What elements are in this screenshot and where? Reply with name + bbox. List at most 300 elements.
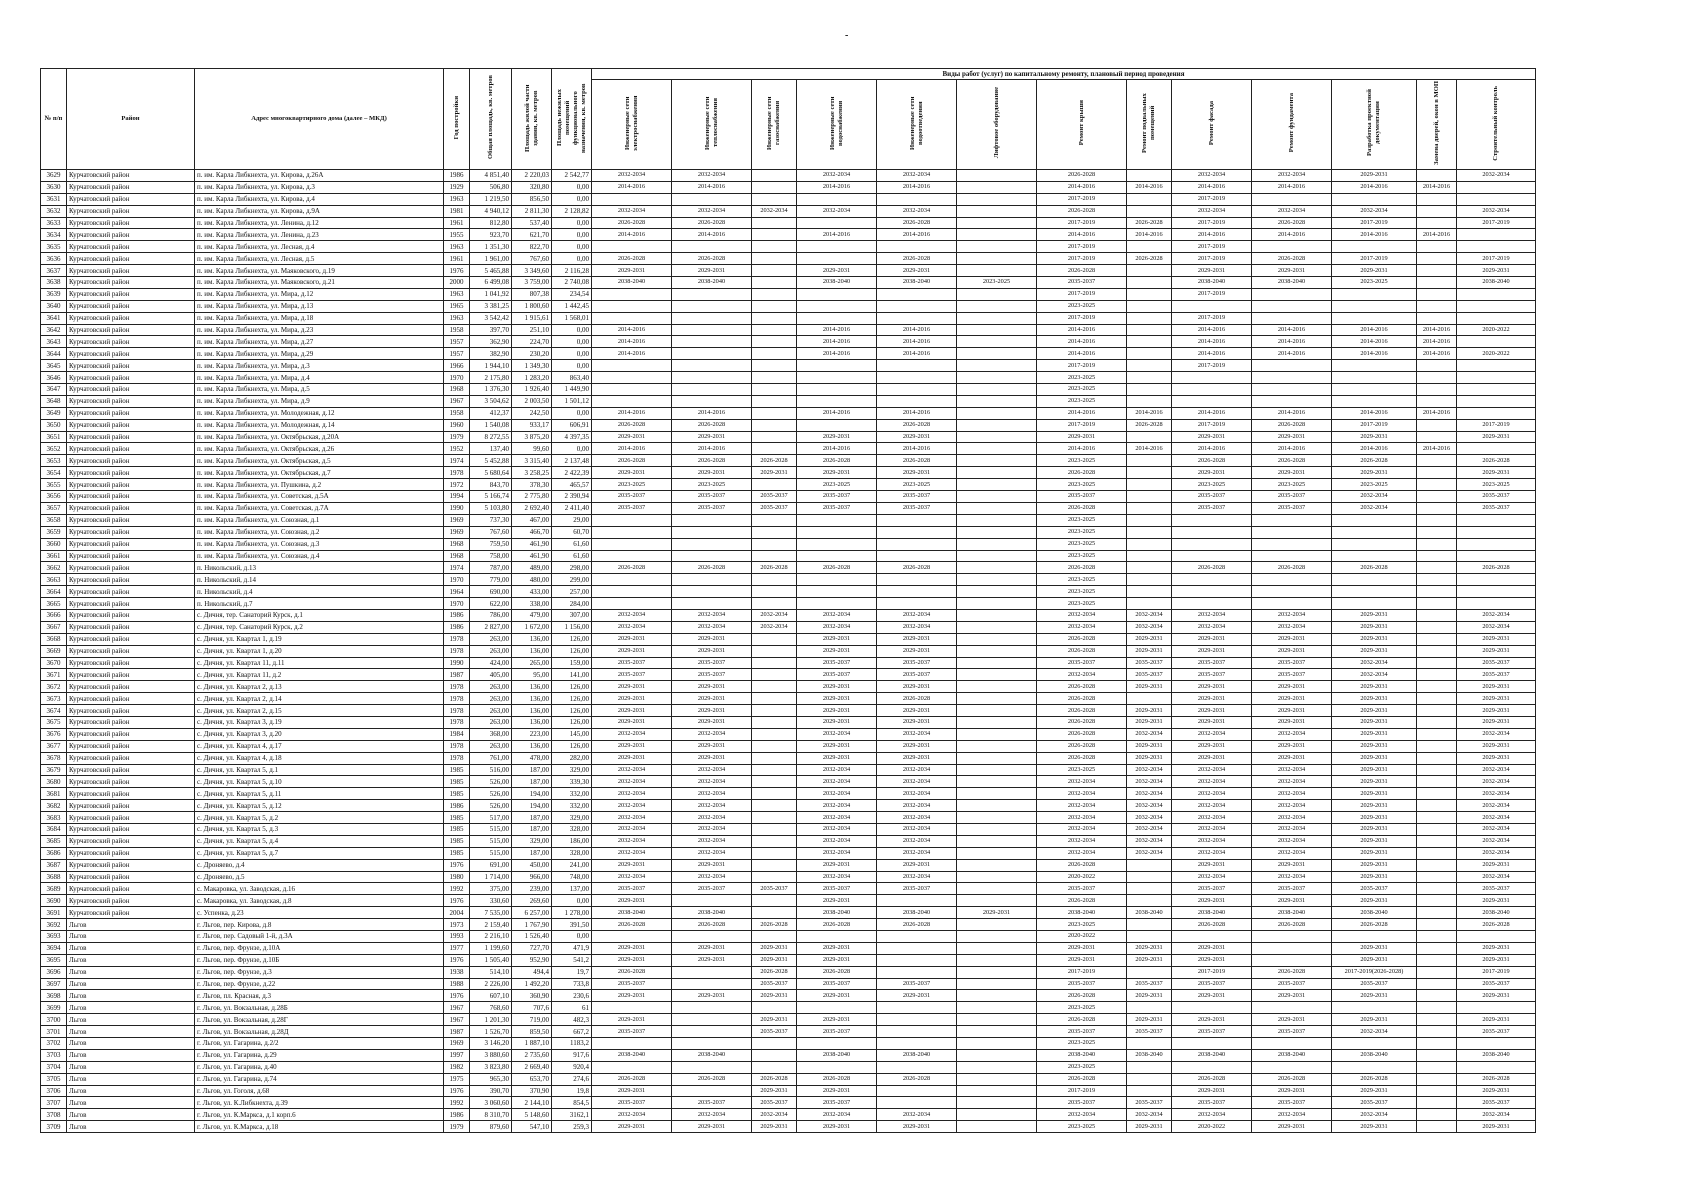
cell-work-period: 2038-2040	[1127, 1049, 1172, 1061]
cell-year: 1969	[444, 1038, 470, 1050]
cell-living-area: 1 672,00	[512, 621, 552, 633]
cell-living-area: 239,00	[512, 883, 552, 895]
cell-work-period: 2017-2019	[1172, 419, 1252, 431]
cell-work-period	[1127, 312, 1172, 324]
cell-work-period: 2032-2034	[672, 871, 752, 883]
cell-work-period	[957, 324, 1037, 336]
cell-work-period: 2029-2031	[1252, 895, 1332, 907]
cell-work-period	[957, 312, 1037, 324]
cell-living-area: 6 257,00	[512, 907, 552, 919]
cell-work-period: 2026-2028	[1332, 1073, 1417, 1085]
cell-work-period: 2029-2031	[1332, 633, 1417, 645]
cell-work-period: 2017-2019	[1332, 217, 1417, 229]
cell-work-period: 2032-2034	[1172, 609, 1252, 621]
cell-work-period: 2035-2037	[797, 502, 877, 514]
table-row	[41, 954, 1536, 966]
cell-work-period	[1417, 1014, 1457, 1026]
cell-living-area: 187,00	[512, 823, 552, 835]
cell-work-period	[752, 586, 797, 598]
cell-total-area: 2 216,10	[470, 931, 512, 943]
cell-living-area: 378,30	[512, 479, 552, 491]
cell-address: п. им. Карла Либкнехта, ул. Октябрьская, д.26	[195, 443, 444, 455]
cell-work-period: 2035-2037	[1252, 669, 1332, 681]
cell-work-period: 2032-2034	[592, 776, 672, 788]
cell-work-period	[752, 229, 797, 241]
cell-work-period	[877, 288, 957, 300]
cell-work-period: 2026-2028	[1172, 562, 1252, 574]
cell-work-period: 2035-2037	[1172, 883, 1252, 895]
cell-living-area: 461,90	[512, 538, 552, 550]
cell-total-area: 2 159,40	[470, 919, 512, 931]
cell-work-period: 2032-2034	[1037, 823, 1127, 835]
cell-num: 3701	[41, 1026, 67, 1038]
cell-work-period: 2032-2034	[797, 621, 877, 633]
cell-total-area: 1 961,00	[470, 253, 512, 265]
table-row	[41, 621, 1536, 633]
cell-num: 3679	[41, 764, 67, 776]
cell-work-period	[1417, 514, 1457, 526]
table-row	[41, 455, 1536, 467]
cell-address: с. Дичня, тер. Санаторий Курск, д.2	[195, 621, 444, 633]
cell-nonres-area: 0,00	[552, 324, 592, 336]
cell-work-period: 2029-2031	[1332, 764, 1417, 776]
cell-work-period: 2032-2034	[592, 823, 672, 835]
cell-total-area: 8 310,70	[470, 1109, 512, 1121]
cell-work-period: 2014-2016	[592, 324, 672, 336]
cell-total-area: 758,00	[470, 550, 512, 562]
cell-nonres-area: 332,00	[552, 800, 592, 812]
cell-work-period	[1417, 823, 1457, 835]
col-work-header-text: Разработка проектной документации	[1366, 89, 1381, 157]
cell-work-period	[957, 621, 1037, 633]
cell-nonres-area: 19,8	[552, 1085, 592, 1097]
cell-work-period: 2026-2028	[877, 1073, 957, 1085]
cell-total-area: 2 226,00	[470, 978, 512, 990]
cell-year: 1976	[444, 990, 470, 1002]
cell-work-period: 2026-2028	[1037, 645, 1127, 657]
cell-address: п. им. Карла Либкнехта, ул. Союзная, д.4	[195, 550, 444, 562]
cell-total-area: 691,00	[470, 859, 512, 871]
cell-work-period: 2032-2034	[797, 609, 877, 621]
cell-work-period: 2029-2031	[797, 942, 877, 954]
cell-work-period	[957, 1049, 1037, 1061]
cell-work-period	[957, 348, 1037, 360]
cell-num: 3632	[41, 205, 67, 217]
cell-work-period: 2014-2016	[1417, 324, 1457, 336]
cell-year: 1973	[444, 919, 470, 931]
table-row	[41, 562, 1536, 574]
cell-work-period: 2026-2028	[1037, 752, 1127, 764]
cell-year: 1986	[444, 800, 470, 812]
cell-work-period	[957, 1085, 1037, 1097]
cell-work-period	[877, 312, 957, 324]
cell-work-period: 2029-2031	[1172, 681, 1252, 693]
cell-work-period: 2032-2034	[592, 764, 672, 776]
cell-address: п. им. Карла Либкнехта, ул. Октябрьская, д.7	[195, 467, 444, 479]
cell-nonres-area: 1 442,45	[552, 300, 592, 312]
cell-work-period: 2023-2025	[797, 479, 877, 491]
cell-work-period	[752, 288, 797, 300]
cell-work-period	[957, 241, 1037, 253]
cell-work-period: 2029-2031	[1457, 859, 1536, 871]
cell-work-period: 2029-2031	[752, 1085, 797, 1097]
cell-work-period: 2026-2028	[752, 919, 797, 931]
cell-work-period: 2032-2034	[877, 871, 957, 883]
cell-living-area: 822,70	[512, 241, 552, 253]
cell-district: Льгов	[67, 1097, 195, 1109]
cell-num: 3686	[41, 847, 67, 859]
cell-work-period	[1127, 1085, 1172, 1097]
cell-living-area: 489,00	[512, 562, 552, 574]
cell-nonres-area: 471,9	[552, 942, 592, 954]
cell-work-period: 2035-2037	[672, 883, 752, 895]
cell-work-period	[1417, 681, 1457, 693]
cell-work-period	[957, 395, 1037, 407]
cell-work-period: 2029-2031	[877, 859, 957, 871]
cell-living-area: 320,80	[512, 181, 552, 193]
cell-work-period: 2026-2028	[877, 693, 957, 705]
cell-work-period: 2032-2034	[1252, 835, 1332, 847]
cell-living-area: 433,00	[512, 586, 552, 598]
cell-work-period	[957, 966, 1037, 978]
table-row	[41, 740, 1536, 752]
cell-work-period	[1172, 598, 1252, 610]
table-row	[41, 728, 1536, 740]
cell-work-period: 2029-2031	[1457, 681, 1536, 693]
table-row	[41, 431, 1536, 443]
cell-work-period: 2023-2025	[1037, 598, 1127, 610]
cell-work-period: 2023-2025	[1037, 550, 1127, 562]
cell-work-period: 2014-2016	[672, 229, 752, 241]
cell-living-area: 952,90	[512, 954, 552, 966]
cell-year: 1974	[444, 562, 470, 574]
cell-year: 1975	[444, 1073, 470, 1085]
cell-work-period	[592, 550, 672, 562]
cell-work-period	[752, 193, 797, 205]
cell-nonres-area: 391,50	[552, 919, 592, 931]
cell-num: 3696	[41, 966, 67, 978]
cell-total-area: 4 851,40	[470, 170, 512, 182]
cell-nonres-area: 606,91	[552, 419, 592, 431]
cell-living-area: 466,70	[512, 526, 552, 538]
cell-work-period	[1252, 1061, 1332, 1073]
cell-work-period: 2035-2037	[592, 883, 672, 895]
cell-work-period	[877, 193, 957, 205]
cell-work-period: 2026-2028	[592, 966, 672, 978]
cell-district: Курчатовский район	[67, 907, 195, 919]
cell-work-period: 2038-2040	[877, 1049, 957, 1061]
cell-work-period	[1417, 360, 1457, 372]
table-row	[41, 1085, 1536, 1097]
cell-work-period: 2029-2031	[957, 907, 1037, 919]
cell-nonres-area: 917,6	[552, 1049, 592, 1061]
cell-work-period: 2029-2031	[797, 859, 877, 871]
cell-work-period: 2014-2016	[1172, 443, 1252, 455]
cell-work-period	[1332, 372, 1417, 384]
cell-num: 3692	[41, 919, 67, 931]
cell-num: 3671	[41, 669, 67, 681]
cell-nonres-area: 29,00	[552, 514, 592, 526]
cell-work-period: 2014-2016	[1417, 407, 1457, 419]
cell-work-period: 2029-2031	[1252, 645, 1332, 657]
cell-work-period	[1417, 645, 1457, 657]
table-row	[41, 598, 1536, 610]
cell-total-area: 5 103,80	[470, 502, 512, 514]
cell-total-area: 506,80	[470, 181, 512, 193]
cell-work-period: 2026-2028	[752, 455, 797, 467]
cell-work-period	[957, 467, 1037, 479]
table-row	[41, 1014, 1536, 1026]
cell-address: п. им. Карла Либкнехта, ул. Мира, д.3	[195, 360, 444, 372]
col-work-header-text: Инженерные сети теплоснабжения	[703, 96, 719, 150]
cell-total-area: 526,00	[470, 788, 512, 800]
cell-work-period	[1127, 1002, 1172, 1014]
cell-address: п. им. Карла Либкнехта, ул. Октябрьская, д.20А	[195, 431, 444, 443]
cell-address: п. им. Карла Либкнехта, ул. Пушкина, д.2	[195, 479, 444, 491]
cell-work-period: 2032-2034	[1172, 728, 1252, 740]
cell-work-period	[752, 776, 797, 788]
cell-work-period: 2029-2031	[797, 705, 877, 717]
cell-work-period: 2035-2037	[1172, 978, 1252, 990]
cell-living-area: 3 875,20	[512, 431, 552, 443]
cell-district: Курчатовский район	[67, 265, 195, 277]
cell-nonres-area: 0,00	[552, 241, 592, 253]
cell-work-period: 2032-2034	[1457, 1109, 1536, 1121]
cell-work-period	[957, 895, 1037, 907]
cell-work-period	[672, 526, 752, 538]
cell-year: 1952	[444, 443, 470, 455]
cell-work-period	[957, 562, 1037, 574]
cell-work-period: 2029-2031	[1332, 645, 1417, 657]
cell-work-period	[1417, 705, 1457, 717]
cell-work-period: 2032-2034	[797, 800, 877, 812]
cell-work-period: 2014-2016	[1172, 336, 1252, 348]
cell-year: 1963	[444, 312, 470, 324]
cell-work-period	[1172, 372, 1252, 384]
cell-work-period: 2032-2034	[592, 609, 672, 621]
cell-work-period: 2032-2034	[1252, 621, 1332, 633]
cell-work-period	[752, 514, 797, 526]
col-work-header	[672, 80, 752, 170]
cell-work-period	[1417, 550, 1457, 562]
cell-work-period: 2029-2031	[1172, 467, 1252, 479]
col-total-area-header-text: Общая площадь, кв. метров	[486, 75, 494, 160]
cell-work-period: 2026-2028	[592, 562, 672, 574]
cell-work-period: 2029-2031	[592, 681, 672, 693]
cell-num: 3685	[41, 835, 67, 847]
cell-address: п. им. Карла Либкнехта, ул. Советская, д.7А	[195, 502, 444, 514]
cell-work-period: 2029-2031	[1332, 859, 1417, 871]
cell-work-period	[1252, 1038, 1332, 1050]
cell-work-period: 2026-2028	[1037, 716, 1127, 728]
col-num-header: № п/п	[41, 69, 67, 170]
cell-nonres-area: 126,00	[552, 645, 592, 657]
cell-work-period: 2032-2034	[1457, 835, 1536, 847]
cell-work-period: 2035-2037	[1037, 883, 1127, 895]
cell-work-period: 2038-2040	[877, 907, 957, 919]
cell-work-period	[1417, 574, 1457, 586]
cell-work-period: 2029-2031	[877, 265, 957, 277]
cell-work-period: 2038-2040	[797, 277, 877, 289]
cell-work-period	[957, 681, 1037, 693]
cell-work-period: 2029-2031	[1127, 954, 1172, 966]
cell-num: 3647	[41, 384, 67, 396]
cell-work-period: 2029-2031	[1252, 740, 1332, 752]
cell-work-period: 2029-2031	[592, 693, 672, 705]
cell-year: 1976	[444, 895, 470, 907]
table-row	[41, 395, 1536, 407]
cell-work-period: 2035-2037	[1037, 491, 1127, 503]
cell-work-period: 2029-2031	[1332, 895, 1417, 907]
cell-work-period: 2014-2016	[1332, 348, 1417, 360]
cell-district: Курчатовский район	[67, 716, 195, 728]
cell-work-period	[1172, 300, 1252, 312]
cell-work-period	[1332, 1038, 1417, 1050]
cell-work-period: 2029-2031	[1252, 633, 1332, 645]
cell-work-period	[752, 312, 797, 324]
cell-work-period: 2029-2031	[592, 859, 672, 871]
col-nonres-area-header-text: Площадь нежилых помещений функционального назначения, кв. метров	[555, 82, 587, 153]
cell-work-period: 2032-2034	[1127, 1109, 1172, 1121]
cell-work-period: 2035-2037	[1127, 657, 1172, 669]
cell-work-period: 2029-2031	[592, 431, 672, 443]
cell-work-period: 2029-2031	[1172, 859, 1252, 871]
cell-address: п. им. Карла Либкнехта, ул. Ленина, д.23	[195, 229, 444, 241]
cell-district: Курчатовский район	[67, 443, 195, 455]
table-row	[41, 966, 1536, 978]
cell-num: 3698	[41, 990, 67, 1002]
cell-work-period: 2038-2040	[1457, 277, 1536, 289]
cell-work-period: 2029-2031	[1037, 942, 1127, 954]
cell-num: 3650	[41, 419, 67, 431]
cell-total-area: 137,40	[470, 443, 512, 455]
cell-work-period	[1417, 384, 1457, 396]
cell-work-period: 2026-2028	[797, 1073, 877, 1085]
cell-living-area: 136,00	[512, 645, 552, 657]
cell-work-period: 2026-2028	[672, 919, 752, 931]
cell-year: 1978	[444, 740, 470, 752]
cell-work-period: 2035-2037	[1172, 491, 1252, 503]
cell-work-period: 2035-2037	[1037, 1097, 1127, 1109]
cell-work-period: 2029-2031	[877, 716, 957, 728]
cell-work-period: 2035-2037	[752, 502, 797, 514]
cell-work-period: 2029-2031	[797, 895, 877, 907]
cell-work-period	[1417, 919, 1457, 931]
cell-work-period	[752, 431, 797, 443]
cell-num: 3666	[41, 609, 67, 621]
cell-work-period: 2026-2028	[1127, 217, 1172, 229]
cell-work-period: 2038-2040	[1457, 907, 1536, 919]
table-row	[41, 931, 1536, 943]
cell-nonres-area: 307,00	[552, 609, 592, 621]
cell-nonres-area: 1 501,12	[552, 395, 592, 407]
cell-work-period: 2029-2031	[1457, 467, 1536, 479]
cell-work-period: 2032-2034	[1172, 170, 1252, 182]
cell-work-period: 2029-2031	[1252, 1014, 1332, 1026]
cell-work-period: 2029-2031	[1457, 1085, 1536, 1097]
cell-work-period: 2014-2016	[1127, 407, 1172, 419]
cell-work-period: 2029-2031	[1252, 467, 1332, 479]
cell-work-period	[957, 419, 1037, 431]
cell-work-period	[957, 764, 1037, 776]
cell-work-period	[957, 835, 1037, 847]
cell-work-period	[752, 574, 797, 586]
cell-work-period: 2029-2031	[672, 265, 752, 277]
table-row	[41, 526, 1536, 538]
cell-work-period	[1457, 288, 1536, 300]
cell-address: г. Льгов, ул. Гагарина, д.74	[195, 1073, 444, 1085]
cell-district: Курчатовский район	[67, 871, 195, 883]
cell-work-period	[1172, 586, 1252, 598]
cell-work-period: 2017-2019	[1457, 966, 1536, 978]
cell-work-period: 2038-2040	[592, 1049, 672, 1061]
cell-district: Курчатовский район	[67, 467, 195, 479]
cell-work-period: 2023-2025	[1037, 1121, 1127, 1133]
cell-work-period: 2029-2031	[592, 752, 672, 764]
cell-district: Курчатовский район	[67, 384, 195, 396]
cell-work-period	[1457, 181, 1536, 193]
cell-total-area: 263,00	[470, 645, 512, 657]
cell-work-period: 2029-2031	[672, 954, 752, 966]
cell-work-period: 2017-2019	[1037, 419, 1127, 431]
cell-work-period: 2014-2016	[877, 443, 957, 455]
cell-work-period: 2029-2031	[1252, 1085, 1332, 1097]
cell-work-period: 2029-2031	[1332, 990, 1417, 1002]
cell-work-period: 2029-2031	[592, 990, 672, 1002]
cell-work-period: 2029-2031	[1332, 740, 1417, 752]
cell-work-period	[752, 835, 797, 847]
cell-district: Курчатовский район	[67, 538, 195, 550]
cell-year: 1968	[444, 384, 470, 396]
cell-num: 3676	[41, 728, 67, 740]
cell-work-period: 2014-2016	[877, 324, 957, 336]
cell-work-period: 2032-2034	[797, 823, 877, 835]
cell-living-area: 194,00	[512, 800, 552, 812]
cell-work-period	[1127, 859, 1172, 871]
cell-work-period	[1252, 942, 1332, 954]
cell-work-period	[957, 372, 1037, 384]
cell-work-period: 2026-2028	[672, 419, 752, 431]
cell-work-period: 2029-2031	[877, 1121, 957, 1133]
cell-work-period: 2026-2028	[797, 562, 877, 574]
cell-work-period	[1172, 395, 1252, 407]
cell-total-area: 1 376,30	[470, 384, 512, 396]
cell-district: Курчатовский район	[67, 372, 195, 384]
table-row	[41, 312, 1536, 324]
cell-work-period: 2032-2034	[877, 835, 957, 847]
cell-work-period: 2032-2034	[1252, 205, 1332, 217]
cell-work-period: 2032-2034	[752, 205, 797, 217]
cell-num: 3709	[41, 1121, 67, 1133]
cell-work-period	[877, 384, 957, 396]
cell-address: п. им. Карла Либкнехта, ул. Советская, д.5А	[195, 491, 444, 503]
cell-address: п. им. Карла Либкнехта, ул. Мира, д.23	[195, 324, 444, 336]
cell-work-period: 2026-2028	[592, 217, 672, 229]
cell-work-period: 2029-2031	[672, 1121, 752, 1133]
cell-nonres-area: 137,00	[552, 883, 592, 895]
cell-nonres-area: 1 278,00	[552, 907, 592, 919]
cell-work-period: 2035-2037	[592, 1026, 672, 1038]
cell-total-area: 768,60	[470, 1002, 512, 1014]
cell-work-period	[1417, 1121, 1457, 1133]
cell-num: 3631	[41, 193, 67, 205]
cell-work-period: 2029-2031	[1332, 681, 1417, 693]
cell-work-period: 2032-2034	[592, 812, 672, 824]
cell-work-period: 2029-2031	[1332, 776, 1417, 788]
cell-work-period: 2032-2034	[1252, 788, 1332, 800]
cell-nonres-area: 733,8	[552, 978, 592, 990]
cell-work-period	[957, 479, 1037, 491]
